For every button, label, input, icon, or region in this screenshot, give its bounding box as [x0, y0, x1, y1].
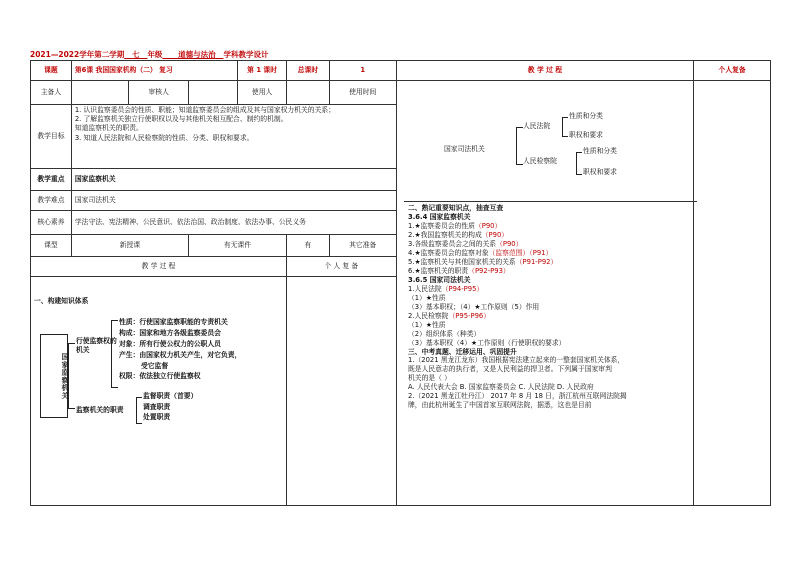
review-block: [408, 204, 627, 410]
left-personal-cell: [287, 277, 397, 506]
other-label: 其它准备: [329, 235, 396, 257]
item-origin-cont: 受它监督: [141, 361, 169, 370]
procur-item-2: 职权和要求: [583, 168, 617, 176]
total-label: 总课时: [287, 61, 330, 81]
review-item-2: 2.★我国监察机关的构成（P90）: [408, 230, 509, 239]
procuratorate-node: 人民检察院: [523, 157, 557, 165]
q1-line-2: 既是人民意志的执行者，又是人民利益的捍卫者。下列属于国家审判: [408, 365, 612, 374]
goals-label: 教学目标: [31, 105, 72, 169]
semester-text: 学年第二学期: [79, 50, 125, 59]
literacy-label: 核心素养: [31, 211, 72, 235]
branch-1: 行使监察权的机关: [76, 337, 117, 354]
goals-cell: [71, 105, 396, 169]
key-value: 国家监察机关: [71, 169, 396, 191]
reviewer-label: 审核人: [129, 81, 189, 105]
personal-cell: [694, 81, 771, 506]
courseware-label: 有无课件: [189, 235, 287, 257]
reviewer-value: [189, 81, 238, 105]
item-authority: 权限：依法独立行使监察权: [119, 372, 201, 381]
branch-1-items: [119, 317, 241, 382]
exam-title: 三、中考真题、迁移运用、巩固提升: [408, 347, 517, 356]
goal-2: 2. 了解监察机关独立行使职权以及与其他机关相互配合、制约的机制。: [74, 115, 288, 124]
review-s2: 3.6.5 国家司法机关: [408, 275, 471, 284]
goal-1: 1. 认识监察委员会的性质、职能；知道监察委员会的组成及其与国家权力机关的关系；: [74, 106, 335, 114]
q2-line-2: 牌，由此杭州诞生了中国首家互联网法院，据悉，这也是目前: [408, 401, 592, 410]
root-bracket: [68, 343, 75, 409]
review-procur: 2.人民检察院（P95-P96）: [408, 311, 491, 320]
process-header: 教 学 过 程: [396, 61, 694, 81]
lesson-number: 第 1 课时: [238, 61, 287, 81]
map-root: 国家监察机关: [40, 334, 68, 418]
topic-value: 第6课 我国国家机构（二） 复习: [71, 61, 237, 81]
design-text: 学科教学设计: [223, 50, 269, 59]
use-time-label: 使用时间: [329, 81, 396, 105]
section-1-title: 一、构建知识体系: [34, 297, 89, 305]
item-composition: 构成：国家和地方各级监察委员会: [119, 328, 221, 337]
court-node: 人民法院: [523, 122, 551, 130]
user-value: [287, 81, 330, 105]
grade-value: 七: [132, 50, 140, 59]
difficult-label: 教学难点: [31, 191, 72, 211]
judicial-root: 国家司法机关: [444, 145, 485, 153]
goal-4: 3. 知道人民法院和人民检察院的性质、分类、职权和要求。: [74, 133, 254, 142]
branch-2-bracket: [136, 397, 142, 424]
review-procur-sub-3: （3）基本职权（4）★工作原则（行使职权的要求）: [408, 338, 566, 347]
courseware-value: 有: [287, 235, 330, 257]
review-s1: 3.6.4 国家监察机关: [408, 212, 471, 221]
school-year: 2021—2022: [30, 50, 80, 59]
key-label: 教学重点: [31, 169, 72, 191]
court-bracket: [562, 117, 568, 137]
q1-line-1: 1.（2021 黑龙江龙东）我国根据宪法建立起来的一整套国家机关体系，: [408, 356, 625, 365]
process-divider: [404, 201, 697, 202]
review-procur-sub-2: （2）组织体系（种类）: [408, 329, 481, 338]
process-header-2: 教 学 过 程: [31, 257, 287, 277]
preparer-value: [71, 81, 129, 105]
court-item-1: 性质和分类: [569, 112, 603, 120]
item-object: 对象：所有行使公权力的公职人员: [119, 339, 221, 348]
subject-value: 道德与法治: [178, 50, 216, 59]
grade-text: 年级: [147, 50, 163, 59]
procur-item-1: 性质和分类: [583, 147, 617, 155]
duty-handle: 处置职责: [143, 413, 171, 422]
literacy-value: 学法守法、宪法精神、公民意识、依法治国、政治制度、依法办事、公民义务: [71, 211, 396, 235]
procur-bracket: [576, 152, 582, 175]
lesson-plan-table: [30, 60, 771, 506]
goal-3: 知道监察机关的职责。: [74, 124, 143, 133]
review-item-1: 1.★监察委员会的性质（P90）: [408, 221, 502, 230]
personal-header: 个人复备: [694, 61, 771, 81]
total-value: 1: [329, 61, 396, 81]
difficult-value: 国家司法机关: [71, 191, 396, 211]
review-title: 二、熟记重要知识点，抽查互查: [408, 204, 504, 212]
preparer-label: 主备人: [31, 81, 72, 105]
review-item-6: 6.★监察机关的职责（P92-P93）: [408, 266, 510, 275]
duty-investigate: 调查职责: [143, 402, 171, 411]
branch-2: 监察机关的职责: [76, 406, 124, 414]
item-origin: 产生：由国家权力机关产生，对它负责，: [119, 350, 242, 359]
item-nature: 性质：行使国家监察职能的专责机关: [119, 318, 228, 326]
q1-line-3: 机关的是（ ）: [408, 374, 451, 383]
duty-supervise: 监督职责（首要）: [143, 392, 198, 400]
review-court-sub-1: （1）★性质: [408, 293, 446, 302]
review-court: 1.人民法院（P94-P95）: [408, 284, 484, 293]
type-label: 课型: [31, 235, 72, 257]
court-item-2: 职权和要求: [569, 131, 603, 139]
review-item-3: 3.各级监察委员会之间的关系（P90）: [408, 239, 523, 248]
review-procur-sub-1: （1）★性质: [408, 320, 446, 329]
branch-1-bracket: [111, 320, 118, 388]
branch-2-items: [143, 391, 197, 423]
q2-line-1: 2.（2021 黑龙江牡丹江） 2017 年 8 月 18 日，浙江杭州互联网法院揭: [408, 392, 627, 401]
user-label: 使用人: [238, 81, 287, 105]
document-title: [30, 49, 268, 60]
type-value: 新授课: [71, 235, 188, 257]
q1-options: A. 人民代表大会 B. 国家监察委员会 C. 人民法院 D. 人民政府: [408, 383, 594, 392]
topic-label: 课题: [31, 61, 72, 81]
personal-header-2: 个 人 复 备: [287, 257, 397, 277]
judicial-bracket: [516, 127, 523, 165]
review-item-4: 4.★监察委员会的监察对象（监察范围）（P91）: [408, 248, 553, 257]
review-court-sub-2: （3）基本职权；（4）★工作原则（5）作用: [408, 302, 540, 311]
review-item-5: 5.★监察机关与其他国家机关的关系（P91-P92）: [408, 257, 558, 266]
